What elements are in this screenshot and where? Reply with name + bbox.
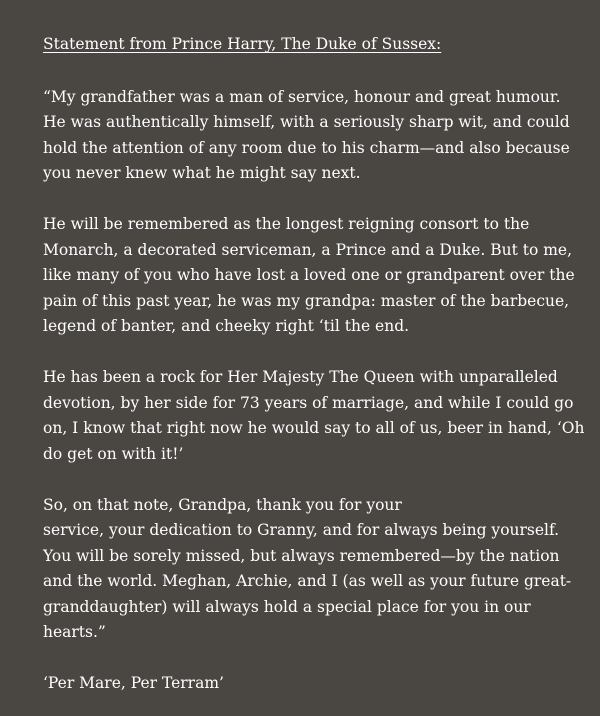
- paragraph-line: hold the attention of any room due to his charm—and also because: [43, 138, 570, 157]
- paragraph-line: You will be sorely missed, but always remembered—by the nation: [43, 546, 560, 565]
- paragraph-line: So, on that note, Grandpa, thank you for your: [43, 495, 402, 514]
- paragraph-line: and the world. Meghan, Archie, and I (as well as your future great-: [43, 572, 572, 590]
- paragraph-line: legend of banter, and cheeky right ‘til the end.: [43, 317, 410, 335]
- paragraph-line: devotion, by her side for 73 years of marriage, and while I could go: [43, 393, 574, 412]
- paragraph-line: service, your dedication to Granny, and for always being yourself.: [43, 521, 560, 539]
- paragraph-line: Monarch, a decorated serviceman, a Prince and a Duke. But to me,: [43, 240, 573, 259]
- statement-paragraph-2: [43, 212, 575, 340]
- paragraph-line: He was authentically himself, with a seriously sharp wit, and could: [43, 113, 570, 131]
- paragraph-line: He has been a rock for Her Majesty The Queen with unparalleled: [43, 368, 558, 386]
- paragraph-line: pain of this past year, he was my grandpa: master of the barbecue,: [43, 291, 570, 310]
- paragraph-line: on, I know that right now he would say to all of us, beer in hand, ‘Oh: [43, 419, 585, 437]
- paragraph-line: “My grandfather was a man of service, honour and great humour.: [43, 87, 561, 106]
- paragraph-line: He will be remembered as the longest reigning consort to the: [43, 215, 530, 233]
- statement-paragraph-4: [43, 493, 572, 646]
- paragraph-line: granddaughter) will always hold a special place for you in our: [43, 597, 531, 616]
- statement-paragraph-3: [43, 365, 585, 467]
- statement-heading: Statement from Prince Harry, The Duke of Sussex:: [43, 35, 442, 53]
- paragraph-line: do get on with it!’: [43, 444, 184, 463]
- paragraph-line: you never knew what he might say next.: [43, 164, 361, 182]
- statement-paragraph-1: [43, 85, 572, 187]
- paragraph-line: hearts.”: [43, 623, 106, 641]
- paragraph-line: like many of you who have lost a loved one or grandparent over the: [43, 266, 575, 284]
- statement-signoff: ‘Per Mare, Per Terram’: [43, 674, 224, 692]
